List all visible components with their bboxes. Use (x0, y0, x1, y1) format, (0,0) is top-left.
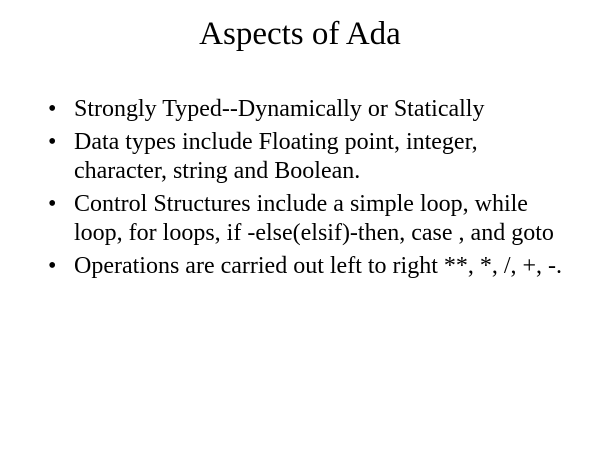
bullet-text: Strongly Typed--Dynamically or Statically (74, 96, 485, 122)
bullet-item (46, 252, 566, 281)
bullet-item (46, 190, 566, 248)
bullet-list (46, 95, 566, 285)
bullet-item (46, 128, 566, 186)
bullet-text: Data types include Floating point, integer, character, string and Boolean. (74, 129, 478, 184)
bullet-item (46, 95, 566, 124)
bullet-text: Operations are carried out left to right **, *, /, +, -. (74, 253, 563, 279)
bullet-icon: • (48, 129, 57, 155)
bullet-icon: • (48, 96, 57, 122)
bullet-text: Control Structures include a simple loop, while loop, for loops, if -else(elsif)-then, case , and goto (74, 191, 554, 246)
slide-title: Aspects of Ada (199, 16, 401, 52)
bullet-icon: • (48, 191, 57, 217)
bullet-icon: • (48, 253, 57, 279)
